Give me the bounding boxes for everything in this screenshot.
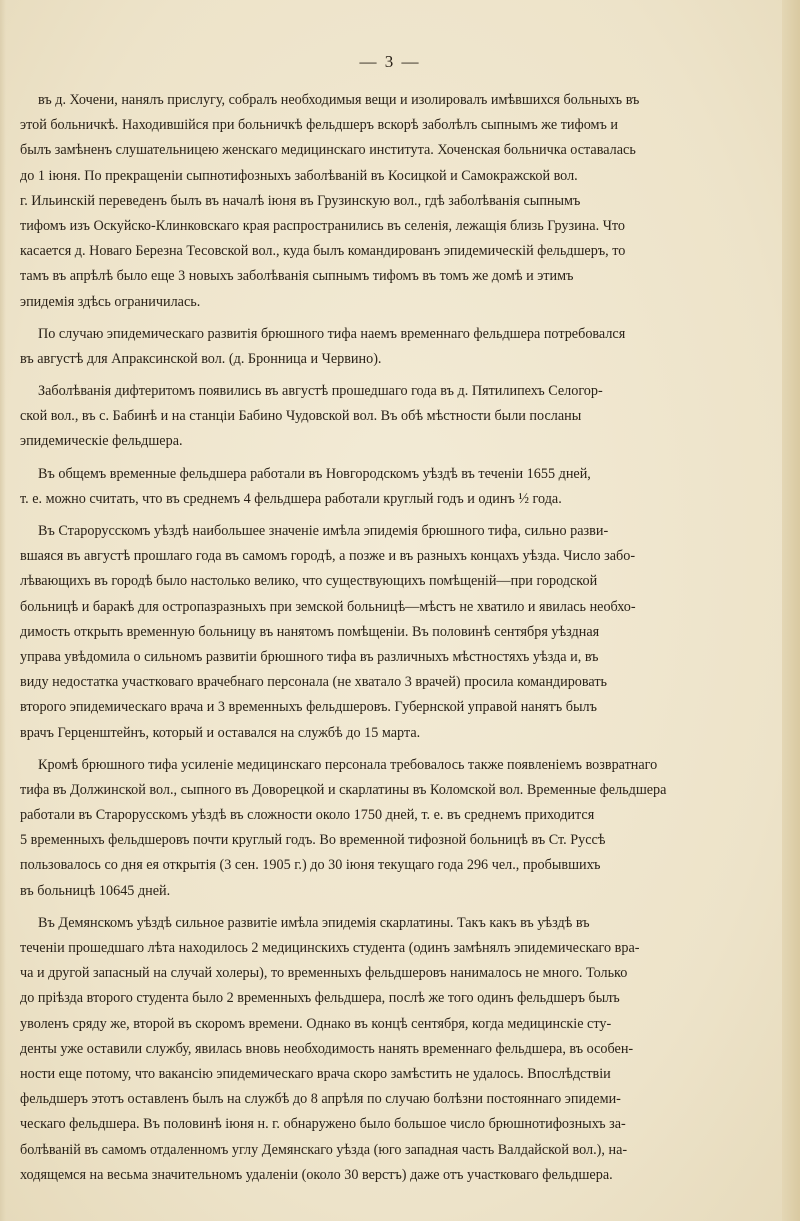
text-line: до 1 іюня. По прекращеніи сыпнотифозныхъ заболѣваній въ Косицкой и Самокражской вол. (20, 167, 578, 184)
text-line: въ д. Хочени, нанялъ прислугу, собралъ необходимыя вещи и изолировалъ имѣвшихся больныхъ въ (38, 92, 640, 108)
paragraph (20, 322, 760, 372)
text-line: въ августѣ для Апраксинской вол. (д. Бронница и Червино). (20, 350, 382, 367)
text-line: до пріѣзда второго студента было 2 временныхъ фельдшера, послѣ же того одинъ фельдшеръ былъ (20, 990, 620, 1007)
text-line: Кромѣ брюшного тифа усиленіе медицинскаго персонала требовалось также появленіемъ возвратнаго (38, 756, 658, 773)
text-line: Заболѣванія дифтеритомъ появились въ августѣ прошедшаго года въ д. Пятилипехъ Селогор- (38, 383, 603, 400)
text-line: тифомъ изъ Оскуйско-Клинковскаго края распространились въ селенія, лежащія близь Грузина. Что (20, 217, 626, 234)
text-line: былъ замѣненъ слушательницею женскаго медицинскаго института. Хоченская больничка оставалась (20, 142, 636, 159)
text-line: теченіи прошедшаго лѣта находилось 2 медицинскихъ студента (одинъ замѣнялъ эпидемическаго вра- (20, 940, 640, 956)
paragraph (20, 379, 760, 455)
paragraph (20, 753, 760, 904)
page-number: — 3 — (359, 52, 421, 71)
paragraph (20, 88, 760, 315)
text-line: лѣвающихъ въ городѣ было настолько велико, что существующихъ помѣщеній—при городской (20, 573, 598, 590)
text-line: больницѣ и баракѣ для остропазразныхъ при земской больницѣ—мѣстъ не хватило и явилась необхо- (20, 598, 636, 615)
text-line: ской вол., въ с. Бабинѣ и на станціи Бабино Чудовской вол. Въ обѣ мѣстности были посланы (20, 408, 582, 425)
text-line: димость открыть временную больницу въ нанятомъ помѣщеніи. Въ половинѣ сентября уѣздная (20, 623, 600, 640)
text-line: вшаяся въ августѣ прошлаго года въ самомъ городѣ, а позже и въ разныхъ концахъ уѣзда. Число забо- (20, 548, 636, 565)
text-line: г. Ильинскій переведенъ былъ въ началѣ іюня въ Грузинскую вол., гдѣ заболѣванія сыпнымъ (20, 192, 581, 209)
text-line: болѣваній въ самомъ отдаленномъ углу Демянскаго уѣзда (юго западная часть Валдайской вол.), на- (20, 1141, 628, 1158)
text-line: уволенъ сряду же, второй въ скоромъ времени. Однако въ концѣ сентября, когда медицинскіе сту- (20, 1015, 612, 1032)
text-line: 5 временныхъ фельдшеровъ почти круглый годъ. Во временной тифозной больницѣ въ Ст. Руссѣ (20, 832, 606, 849)
text-line: тифа въ Должинской вол., сыпного въ Доворецкой и скарлатины въ Коломской вол. Временные фельдшера (20, 781, 667, 798)
page-left-edge (0, 0, 6, 1221)
text-line: денты уже оставили службу, явилась вновь необходимость нанять временнаго фельдшера, въ особен- (20, 1040, 634, 1057)
text-line: ча и другой запасный на случай холеры), то временныхъ фельдшеровъ нанималось не много. Только (20, 965, 628, 982)
text-line: этой больничкѣ. Находившійся при больничкѣ фельдшеръ вскорѣ заболѣлъ сыпнымъ же тифомъ и (20, 117, 618, 134)
text-line: эпидемическіе фельдшера. (20, 433, 183, 450)
text-line: Въ Старорусскомъ уѣздѣ наибольшее значеніе имѣла эпидемія брюшного тифа, сильно разви- (38, 523, 609, 539)
text-line: По случаю эпидемическаго развитія брюшного тифа наемъ временнаго фельдшера потребовался (38, 325, 626, 342)
text-line: тамъ въ апрѣлѣ было еще 3 новыхъ заболѣванія сыпнымъ тифомъ въ томъ же домѣ и этимъ (20, 268, 574, 285)
text-line: второго эпидемическаго врача и 3 временныхъ фельдшеровъ. Губернской управой нанятъ былъ (20, 699, 597, 716)
text-line: ческаго фельдшера. Въ половинѣ іюня н. г. обнаружено было большое число брюшнотифозныхъ за- (20, 1116, 626, 1133)
text-line: ходящемся на весьма значительномъ удаленіи (около 30 верстъ) даже отъ участковаго фельдшера. (20, 1166, 613, 1183)
text-line: касается д. Новаго Березна Тесовской вол., куда былъ командированъ эпидемическій фельдшеръ, то (20, 243, 626, 260)
text-line: въ больницѣ 10645 дней. (20, 882, 171, 899)
text-line: т. е. можно считать, что въ среднемъ 4 фельдшера работали круглый годъ и одинъ ½ года. (20, 490, 562, 507)
paragraph (20, 911, 760, 1188)
text-line: Въ общемъ временные фельдшера работали въ Новгородскомъ уѣздѣ въ теченіи 1655 дней, (38, 465, 591, 482)
page-binding-gutter (782, 0, 800, 1221)
paragraph (20, 519, 760, 746)
text-line: пользовалось со дня ея открытія (3 сен. 1905 г.) до 30 іюня текущаго года 296 чел., пробывшихъ (20, 857, 601, 874)
text-line: Въ Демянскомъ уѣздѣ сильное развитіе имѣла эпидемія скарлатины. Такъ какъ въ уѣздѣ въ (38, 914, 590, 931)
text-line: работали въ Старорусскомъ уѣздѣ въ сложности около 1750 дней, т. е. въ среднемъ приходится (20, 807, 595, 824)
text-line: управа увѣдомила о сильномъ развитіи брюшного тифа въ различныхъ мѣстностяхъ уѣзда и, въ (20, 648, 599, 665)
text-line: виду недостатка участковаго врачебнаго персонала (не хватало 3 врачей) просила командировать (20, 674, 608, 691)
text-line: ности еще потому, что вакансію эпидемическаго врача скоро замѣстить не удалось. Впослѣдствіи (20, 1065, 611, 1082)
paragraph (20, 462, 760, 512)
text-line: фельдшеръ этотъ оставленъ былъ на службѣ до 8 апрѣля по случаю болѣзни постояннаго эпидеми- (20, 1091, 621, 1108)
body-text (20, 88, 760, 1188)
text-line: эпидемія здѣсь ограничилась. (20, 293, 201, 310)
text-line: врачъ Герценштейнъ, который и оставался на службѣ до 15 марта. (20, 724, 421, 741)
